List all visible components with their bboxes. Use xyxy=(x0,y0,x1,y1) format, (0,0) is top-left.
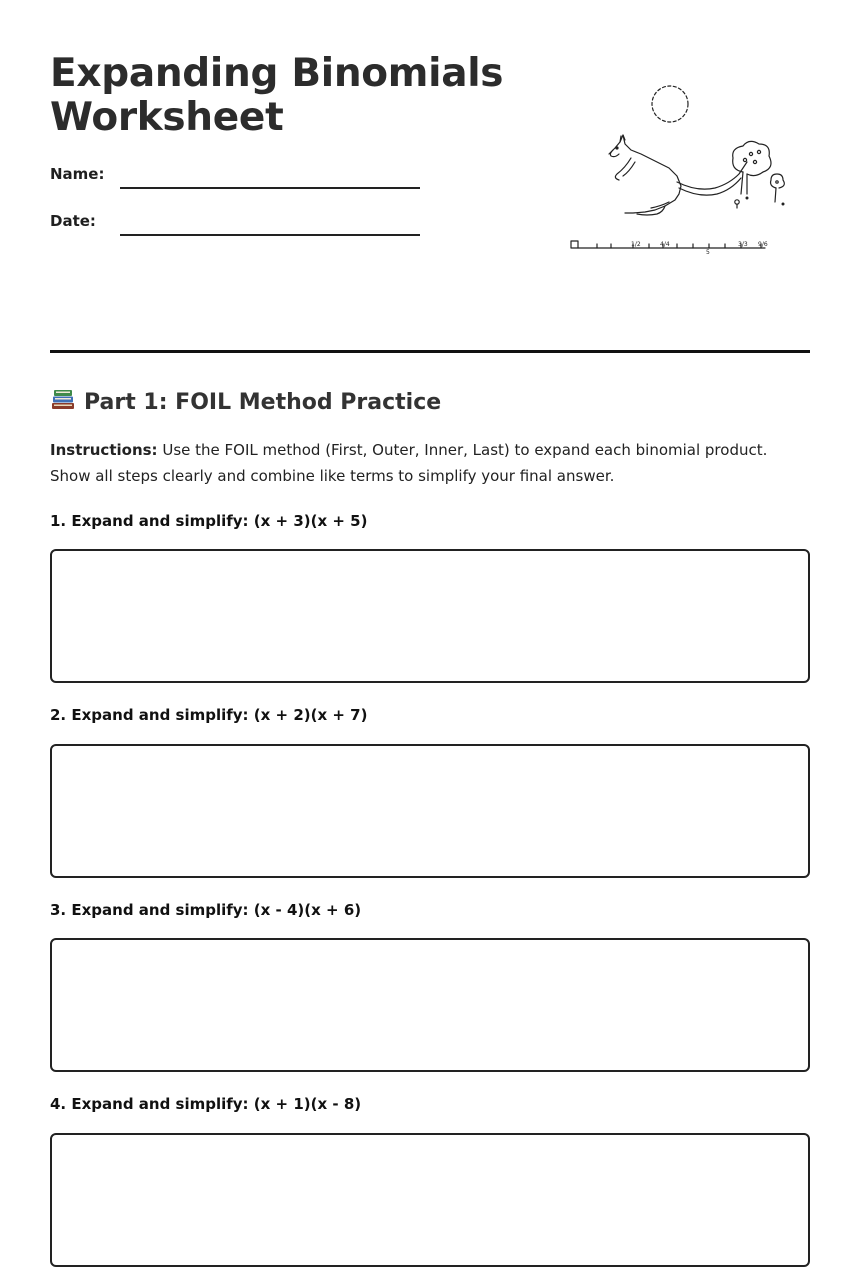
name-field[interactable] xyxy=(120,187,420,189)
tree-icon xyxy=(733,141,785,208)
tick-label: 5 xyxy=(706,249,710,256)
question-4-label: 4. Expand and simplify: (x + 1)(x - 8) xyxy=(50,1095,362,1113)
worksheet-title xyxy=(50,52,503,140)
tick-label: 9/6 xyxy=(758,241,768,248)
tick-label: 1/2 xyxy=(631,241,641,248)
answer-box-4[interactable] xyxy=(50,1133,810,1267)
answer-box-1[interactable] xyxy=(50,549,810,683)
section-heading xyxy=(50,388,441,415)
answer-box-3[interactable] xyxy=(50,938,810,1072)
question-3-label: 3. Expand and simplify: (x - 4)(x + 6) xyxy=(50,901,362,919)
sun-icon xyxy=(652,86,688,122)
title-line-2: Worksheet xyxy=(50,95,284,140)
title-line-1: Expanding Binomials xyxy=(50,51,504,96)
instructions xyxy=(50,437,810,489)
instructions-text: Use the FOIL method (First, Outer, Inner, Last) to expand each binomial product. Show all steps clearly and combine like terms to simplify your final answer. xyxy=(50,441,768,485)
header-divider xyxy=(50,350,810,353)
answer-box-2[interactable] xyxy=(50,744,810,878)
tick-label: 3/3 xyxy=(738,241,748,248)
instructions-label: Instructions: xyxy=(50,441,158,459)
name-label: Name: xyxy=(50,165,105,183)
kangaroo-illustration xyxy=(565,82,795,260)
date-label: Date: xyxy=(50,212,96,230)
question-2-label: 2. Expand and simplify: (x + 2)(x + 7) xyxy=(50,706,368,724)
section-heading-text: Part 1: FOIL Method Practice xyxy=(84,390,442,415)
date-field[interactable] xyxy=(120,234,420,236)
question-1-label: 1. Expand and simplify: (x + 3)(x + 5) xyxy=(50,512,368,530)
books-icon xyxy=(50,388,76,412)
kangaroo-icon xyxy=(609,135,747,215)
tick-label: 4/4 xyxy=(660,241,670,248)
